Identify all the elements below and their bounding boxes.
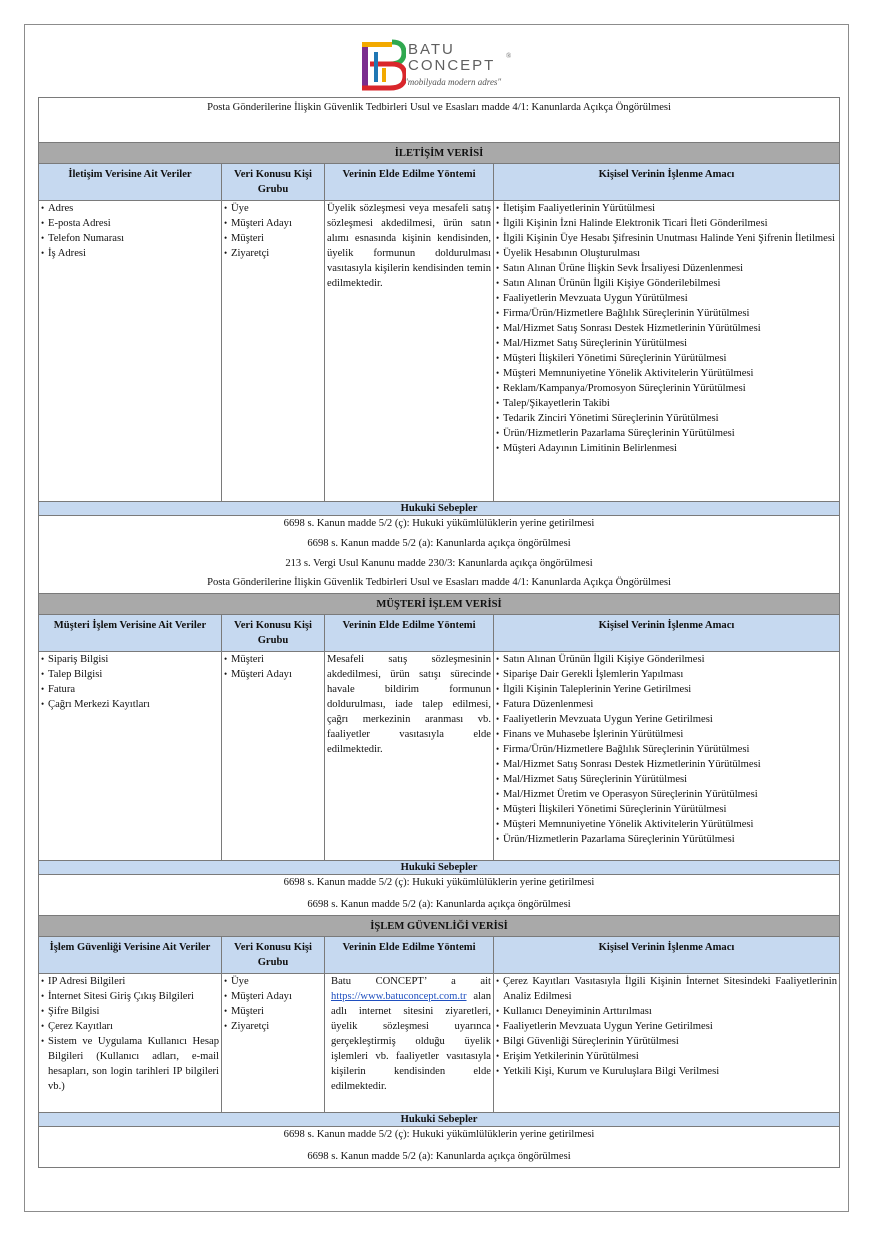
data-items-cell [39, 652, 222, 861]
list-item: • Firma/Ürün/Hizmetlere Bağlılık Süreçlerinin Yürütülmesi [496, 742, 837, 757]
list-item: • Reklam/Kampanya/Promosyon Süreçlerinin Yürütülmesi [496, 381, 837, 396]
list-item: • Faaliyetlerin Mevzuata Uygun Yerine Getirilmesi [496, 712, 837, 727]
list-item: • Mal/Hizmet Satış Süreçlerinin Yürütülmesi [496, 336, 837, 351]
method-text: Üyelik sözleşmesi veya mesafeli satış sözleşmesi akdedilmesi, ürün satın alımı esnasında kişinin kendisinden, üyelik formunun doldurulması vasıtasıyla kişilerin kendisinden temin edilmektedir. [327, 203, 491, 289]
method-cell [325, 201, 494, 502]
section-title: İŞLEM GÜVENLİĞİ VERİSİ [39, 916, 840, 937]
list-item: • Müşteri Adayı [224, 989, 322, 1004]
method-prefix: Batu CONCEPT’ a ait [331, 976, 491, 987]
list-item: • Müşteri Adayı [224, 216, 322, 231]
list-item: • Telefon Numarası [41, 231, 219, 246]
list-item: • İlgili Kişinin Taleplerinin Yerine Getirilmesi [496, 682, 837, 697]
list-item: • Mal/Hizmet Satış Sonrası Destek Hizmetlerinin Yürütülmesi [496, 321, 837, 336]
list-item: • Fatura Düzenlenmesi [496, 697, 837, 712]
intro-law-text: Posta Gönderilerine İlişkin Güvenlik Tedbirleri Usul ve Esasları madde 4/1: Kanunlarda Açıkça Öngörülmesi [39, 98, 840, 143]
bullet-list [496, 652, 837, 847]
law-line: 6698 s. Kanun madde 5/2 (a): Kanunlarda açıkça öngörülmesi [307, 899, 571, 910]
list-item: • Faaliyetlerin Mevzuata Uygun Yürütülmesi [496, 291, 837, 306]
list-item: • Ziyaretçi [224, 246, 322, 261]
list-item: • Faaliyetlerin Mevzuata Uygun Yerine Getirilmesi [496, 1019, 837, 1034]
bullet-list [224, 652, 322, 682]
bullet-list [41, 974, 219, 1094]
logo-brand-line1: BATU [408, 41, 455, 58]
column-header-method: Verinin Elde Edilme Yöntemi [325, 937, 494, 974]
law-line: 6698 s. Kanun madde 5/2 (ç): Hukuki yükümlülüklerin yerine getirilmesi [283, 518, 595, 529]
column-header-group: Veri Konusu Kişi Grubu [222, 164, 325, 201]
list-item: • Mal/Hizmet Üretim ve Operasyon Süreçlerinin Yürütülmesi [496, 787, 837, 802]
logo-monogram-icon [358, 38, 406, 94]
purposes-cell [494, 974, 840, 1113]
bullet-list [41, 652, 219, 712]
list-item: • İnternet Sitesi Giriş Çıkış Bilgileri [41, 989, 219, 1004]
list-item: • Firma/Ürün/Hizmetlere Bağlılık Süreçlerinin Yürütülmesi [496, 306, 837, 321]
section-title: MÜŞTERİ İŞLEM VERİSİ [39, 594, 840, 615]
company-logo [358, 38, 518, 94]
column-header-purpose: Kişisel Verinin İşlenme Amacı [494, 937, 840, 974]
bullet-list [224, 201, 322, 261]
logo-registered-mark: ® [506, 52, 512, 60]
list-item: • Müşteri Memnuniyetine Yönelik Aktivitelerin Yürütülmesi [496, 817, 837, 832]
bullet-list [496, 201, 837, 456]
list-item: • Fatura [41, 682, 219, 697]
section-title: İLETİŞİM VERİSİ [39, 143, 840, 164]
list-item: • Çağrı Merkezi Kayıtları [41, 697, 219, 712]
list-item: • Şifre Bilgisi [41, 1004, 219, 1019]
list-item: • Siparişe Dair Gerekli İşlemlerin Yapılması [496, 667, 837, 682]
list-item: • Satın Alınan Ürüne İlişkin Sevk İrsaliyesi Düzenlenmesi [496, 261, 837, 276]
list-item: • Finans ve Muhasebe İşlerinin Yürütülmesi [496, 727, 837, 742]
website-link[interactable]: https://www.batuconcept.com.tr [331, 991, 467, 1002]
list-item: • Mal/Hizmet Satış Sonrası Destek Hizmetlerinin Yürütülmesi [496, 757, 837, 772]
column-header-method: Verinin Elde Edilme Yöntemi [325, 164, 494, 201]
list-item: • İlgili Kişinin Üye Hesabı Şifresinin Unutması Halinde Yeni Şifrenin İletilmesi [496, 231, 837, 246]
list-item: • Bilgi Güvenliği Süreçlerinin Yürütülmesi [496, 1034, 837, 1049]
list-item: • Talep Bilgisi [41, 667, 219, 682]
data-inventory-table [38, 97, 840, 1168]
method-suffix: alan adlı internet sitesini ziyaretleri, üyelik sözleşmesi uyarınca gerçekleştirmiş olduğu üyelik işlemleri vb. faaliyetler vasıtasıyla kişilerin kendisinden elde edilmektedir. [331, 991, 491, 1092]
legal-basis-cell [39, 1127, 840, 1168]
legal-basis-cell [39, 875, 840, 916]
method-text: Mesafeli satış sözleşmesinin akdedilmesi, ürün satışı sürecinde havale bildirim formunun doldurulması, iade talep edilmesi, çağrı merkezinin aranması vb. faaliyetler vasıtasıyla elde edilmektedir. [327, 654, 491, 755]
column-header-group: Veri Konusu Kişi Grubu [222, 937, 325, 974]
legal-basis-title: Hukuki Sebepler [39, 502, 840, 516]
list-item: • Çerez Kayıtları Vasıtasıyla İlgili Kişinin İnternet Sitesindeki Faaliyetlerinin Analiz Edilmesi [496, 974, 837, 1004]
purposes-cell [494, 201, 840, 502]
groups-cell [222, 201, 325, 502]
list-item: • E-posta Adresi [41, 216, 219, 231]
list-item: • Kullanıcı Deneyiminin Arttırılması [496, 1004, 837, 1019]
data-items-cell [39, 201, 222, 502]
list-item: • İş Adresi [41, 246, 219, 261]
legal-basis-cell [39, 516, 840, 594]
list-item: • Mal/Hizmet Satış Süreçlerinin Yürütülmesi [496, 772, 837, 787]
data-items-cell [39, 974, 222, 1113]
law-line: Posta Gönderilerine İlişkin Güvenlik Tedbirleri Usul ve Esasları madde 4/1: Kanunlarda Açıkça Öngörülmesi [207, 577, 671, 588]
list-item: • Müşteri İlişkileri Yönetimi Süreçlerinin Yürütülmesi [496, 351, 837, 366]
legal-basis-title: Hukuki Sebepler [39, 1113, 840, 1127]
column-header-method: Verinin Elde Edilme Yöntemi [325, 615, 494, 652]
list-item: • Talep/Şikayetlerin Takibi [496, 396, 837, 411]
method-cell [325, 652, 494, 861]
list-item: • IP Adresi Bilgileri [41, 974, 219, 989]
groups-cell [222, 652, 325, 861]
column-header-purpose: Kişisel Verinin İşlenme Amacı [494, 164, 840, 201]
list-item: • İlgili Kişinin İzni Halinde Elektronik Ticari İleti Gönderilmesi [496, 216, 837, 231]
list-item: • Müşteri [224, 652, 322, 667]
column-header-data: İletişim Verisine Ait Veriler [39, 164, 222, 201]
list-item: • Ziyaretçi [224, 1019, 322, 1034]
list-item: • Sistem ve Uygulama Kullanıcı Hesap Bilgileri (Kullanıcı adları, e-mail hesapları, son login tarihleri IP bilgileri vb.) [41, 1034, 219, 1094]
column-header-data: Müşteri İşlem Verisine Ait Veriler [39, 615, 222, 652]
list-item: • Ürün/Hizmetlerin Pazarlama Süreçlerinin Yürütülmesi [496, 832, 837, 847]
list-item: • Üyelik Hesabının Oluşturulması [496, 246, 837, 261]
list-item: • Müşteri Memnuniyetine Yönelik Aktivitelerin Yürütülmesi [496, 366, 837, 381]
logo-tagline: "mobilyada modern adres" [404, 77, 502, 87]
list-item: • Yetkili Kişi, Kurum ve Kuruluşlara Bilgi Verilmesi [496, 1064, 837, 1079]
list-item: • Tedarik Zinciri Yönetimi Süreçlerinin Yürütülmesi [496, 411, 837, 426]
list-item: • Müşteri [224, 231, 322, 246]
list-item: • Adres [41, 201, 219, 216]
column-header-data: İşlem Güvenliği Verisine Ait Veriler [39, 937, 222, 974]
list-item: • Satın Alınan Ürünün İlgili Kişiye Gönderilebilmesi [496, 276, 837, 291]
list-item: • Üye [224, 974, 322, 989]
logo-brand-line2: CONCEPT [408, 57, 496, 74]
law-line: 6698 s. Kanun madde 5/2 (ç): Hukuki yükümlülüklerin yerine getirilmesi [283, 877, 595, 888]
bullet-list [496, 974, 837, 1079]
list-item: • Müşteri Adayının Limitinin Belirlenmesi [496, 441, 837, 456]
column-header-purpose: Kişisel Verinin İşlenme Amacı [494, 615, 840, 652]
list-item: • Ürün/Hizmetlerin Pazarlama Süreçlerinin Yürütülmesi [496, 426, 837, 441]
column-header-group: Veri Konusu Kişi Grubu [222, 615, 325, 652]
list-item: • Satın Alınan Ürünün İlgili Kişiye Gönderilmesi [496, 652, 837, 667]
legal-basis-title: Hukuki Sebepler [39, 861, 840, 875]
list-item: • Üye [224, 201, 322, 216]
law-line: 6698 s. Kanun madde 5/2 (ç): Hukuki yükümlülüklerin yerine getirilmesi [283, 1129, 595, 1140]
purposes-cell [494, 652, 840, 861]
list-item: • Müşteri Adayı [224, 667, 322, 682]
law-line: 213 s. Vergi Usul Kanunu madde 230/3: Kanunlarda açıkça öngörülmesi [285, 558, 593, 569]
list-item: • Çerez Kayıtları [41, 1019, 219, 1034]
list-item: • Müşteri İlişkileri Yönetimi Süreçlerinin Yürütülmesi [496, 802, 837, 817]
method-cell [325, 974, 494, 1113]
groups-cell [222, 974, 325, 1113]
bullet-list [224, 974, 322, 1034]
list-item: • Erişim Yetkilerinin Yürütülmesi [496, 1049, 837, 1064]
law-line: 6698 s. Kanun madde 5/2 (a): Kanunlarda açıkça öngörülmesi [307, 538, 571, 549]
law-line: 6698 s. Kanun madde 5/2 (a): Kanunlarda açıkça öngörülmesi [307, 1151, 571, 1162]
list-item: • Müşteri [224, 1004, 322, 1019]
bullet-list [41, 201, 219, 261]
list-item: • Sipariş Bilgisi [41, 652, 219, 667]
list-item: • İletişim Faaliyetlerinin Yürütülmesi [496, 201, 837, 216]
